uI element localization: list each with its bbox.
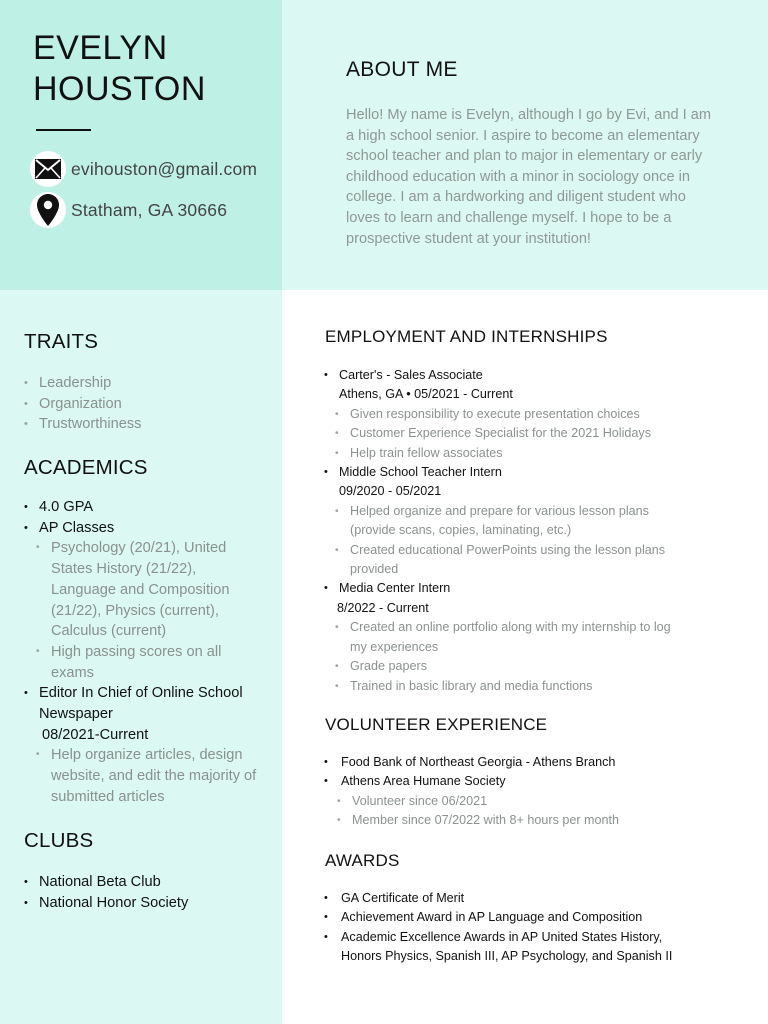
list-item: • Psychology (20/21), United States History (21/22), Language and Composition (21/22), Physics (current), Calculus (current) <box>36 538 260 642</box>
list-item: • GA Certificate of Merit <box>324 889 689 908</box>
traits-list <box>24 373 264 435</box>
list-item: • Food Bank of Northeast Georgia - Athens Branch <box>324 753 689 772</box>
clubs-heading: CLUBS <box>24 829 94 852</box>
location-contact <box>30 192 227 228</box>
employment-list <box>324 366 689 696</box>
location-pin-icon <box>30 192 66 228</box>
about-heading: ABOUT ME <box>346 58 458 81</box>
clubs-list <box>24 872 264 913</box>
list-item: • Given responsibility to execute presentation choices <box>335 405 689 424</box>
list-item: • Helped organize and prepare for various lesson plans (provide scans, copies, laminating, etc.) <box>335 502 689 541</box>
list-item: • Created educational PowerPoints using the lesson plans provided <box>335 541 689 580</box>
list-item: • Carter's - Sales Associate Athens, GA • 05/2021 - Current <box>324 366 689 405</box>
list-item: • AP Classes <box>24 518 260 539</box>
resume-name: EVELYN HOUSTON <box>33 29 206 108</box>
list-item: • Leadership <box>24 373 264 394</box>
location-text: Statham, GA 30666 <box>71 199 228 220</box>
list-item: • Help organize articles, design website, and edit the majority of submitted articles <box>36 745 260 807</box>
list-item: • National Honor Society <box>24 893 264 914</box>
list-item: • Help train fellow associates <box>335 444 689 463</box>
list-item: • Middle School Teacher Intern 09/2020 - 05/2021 <box>324 463 689 502</box>
list-item: • Grade papers <box>335 657 689 676</box>
employment-heading: EMPLOYMENT AND INTERNSHIPS <box>325 327 608 346</box>
about-text: Hello! My name is Evelyn, although I go by Evi, and I am a high school senior. I aspire to become an elementary school teacher and plan to major in elementary or early childhood education with a minor in sociology once in college. I am a hardworking and diligent student who loves to learn and challenge myself. I hope to be a prospective student at your institution! <box>346 107 712 247</box>
volunteer-heading: VOLUNTEER EXPERIENCE <box>325 715 548 734</box>
list-item: • Media Center Intern 8/2022 - Current <box>324 579 689 618</box>
list-item: • Athens Area Humane Society <box>324 772 689 791</box>
list-item: • National Beta Club <box>24 872 264 893</box>
awards-list <box>324 889 689 967</box>
academics-list <box>24 497 260 808</box>
list-item: • Member since 07/2022 with 8+ hours per month <box>337 811 689 830</box>
list-item: • Academic Excellence Awards in AP United States History, Honors Physics, Spanish III, AP Psychology, and Spanish II <box>324 928 689 967</box>
list-item: • High passing scores on all exams <box>36 642 260 683</box>
academics-heading: ACADEMICS <box>24 456 148 479</box>
name-divider <box>36 129 91 131</box>
list-item: • Trained in basic library and media functions <box>335 677 689 696</box>
traits-heading: TRAITS <box>24 330 99 353</box>
envelope-icon <box>30 151 66 187</box>
list-item: • Volunteer since 06/2021 <box>337 792 689 811</box>
list-item: • Created an online portfolio along with my internship to log my experiences <box>335 618 689 657</box>
list-item: • Organization <box>24 394 264 415</box>
awards-heading: AWARDS <box>325 851 400 870</box>
email-text[interactable]: evihouston@gmail.com <box>71 158 258 179</box>
list-item: • 4.0 GPA <box>24 497 260 518</box>
list-item: • Achievement Award in AP Language and Composition <box>324 908 689 927</box>
email-contact <box>30 151 257 187</box>
volunteer-list <box>324 753 689 831</box>
list-item: • Trustworthiness <box>24 414 264 435</box>
list-item: • Customer Experience Specialist for the 2021 Holidays <box>335 424 689 443</box>
list-item: • Editor In Chief of Online School Newspaper 08/2021-Current <box>24 683 260 745</box>
